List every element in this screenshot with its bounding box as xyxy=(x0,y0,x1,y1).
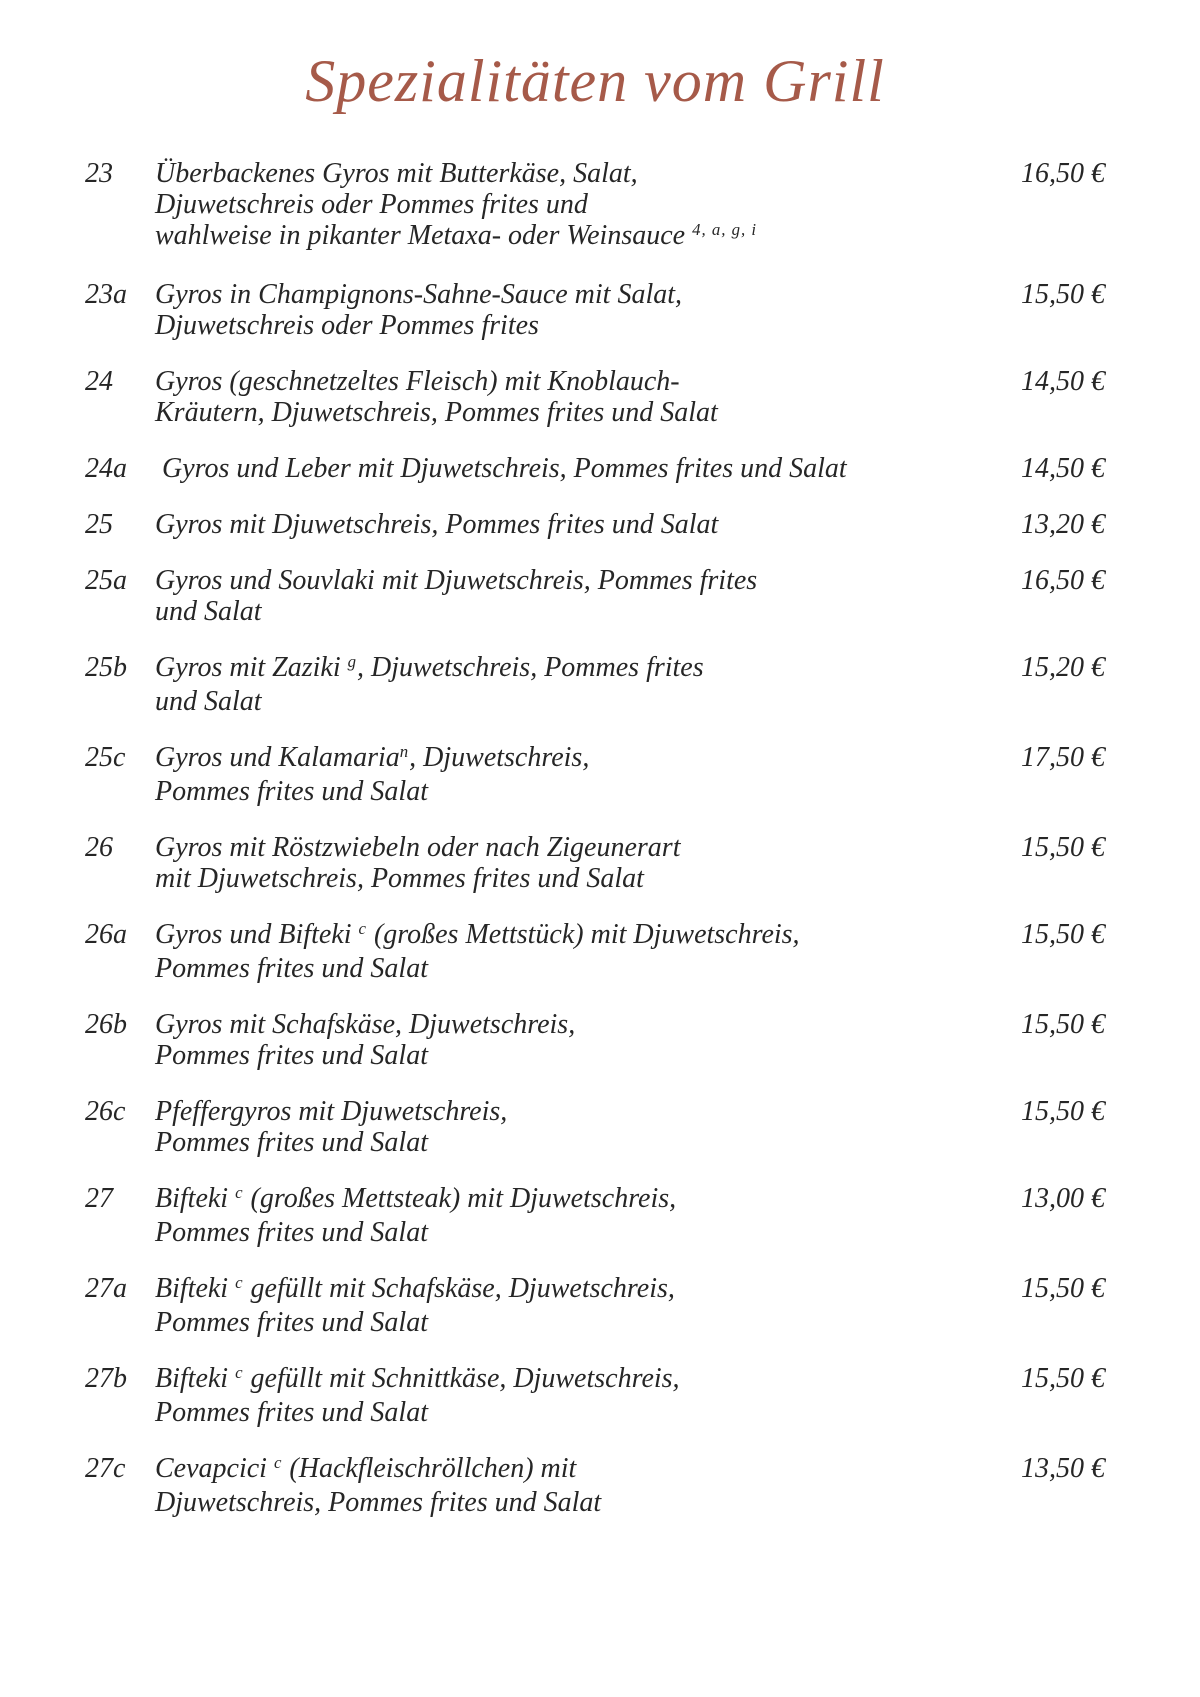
item-line xyxy=(155,279,955,310)
item-text: Pommes frites und Salat xyxy=(155,953,428,984)
item-price: 13,20 € xyxy=(1021,509,1105,540)
item-text: gefüllt mit Schafskäse, Djuwetschreis, xyxy=(243,1273,675,1304)
item-text: , Djuwetschreis, Pommes frites xyxy=(357,652,704,683)
item-line xyxy=(155,310,955,341)
item-description xyxy=(155,1453,975,1518)
item-price: 15,50 € xyxy=(1021,832,1105,863)
item-line xyxy=(155,1307,955,1338)
item-price: 16,50 € xyxy=(1021,565,1105,596)
item-line xyxy=(155,1009,955,1040)
item-line xyxy=(155,919,955,953)
item-text: (Hackfleischröllchen) mit xyxy=(282,1453,577,1484)
item-price: 15,50 € xyxy=(1021,1363,1105,1394)
item-text: Gyros und Souvlaki mit Djuwetschreis, Pommes frites xyxy=(155,565,758,596)
item-line xyxy=(155,1096,955,1127)
item-description xyxy=(155,158,975,254)
menu-item xyxy=(85,158,1105,254)
item-line xyxy=(155,189,955,220)
item-price: 17,50 € xyxy=(1021,742,1105,773)
item-line xyxy=(155,1487,955,1518)
item-description xyxy=(155,279,975,341)
item-line xyxy=(155,832,955,863)
item-text: Gyros mit Djuwetschreis, Pommes frites und Salat xyxy=(155,509,719,540)
item-text: und Salat xyxy=(155,596,262,627)
item-text: Bifteki xyxy=(155,1183,236,1214)
item-text: Pommes frites und Salat xyxy=(155,1040,428,1071)
item-description xyxy=(155,1363,975,1428)
item-text: gefüllt mit Schnittkäse, Djuwetschreis, xyxy=(243,1363,680,1394)
item-text: Gyros (geschnetzeltes Fleisch) mit Knoblauch- xyxy=(155,366,680,397)
item-line xyxy=(155,1127,955,1158)
item-text: Pfeffergyros mit Djuwetschreis, xyxy=(155,1096,508,1127)
item-footnote-mark: n xyxy=(399,741,410,761)
item-text: Gyros mit Schafskäse, Djuwetschreis, xyxy=(155,1009,576,1040)
item-line xyxy=(155,652,955,686)
item-price: 15,20 € xyxy=(1021,652,1105,683)
item-text: Gyros und Bifteki xyxy=(155,919,359,950)
menu-item xyxy=(85,1183,1105,1248)
menu-item xyxy=(85,652,1105,717)
item-line xyxy=(155,686,955,717)
item-text: , Djuwetschreis, xyxy=(409,742,590,773)
item-text: Gyros und Kalamaria xyxy=(155,742,400,773)
item-number: 27b xyxy=(85,1363,127,1394)
item-text: Bifteki xyxy=(155,1273,236,1304)
item-text: Überbackenes Gyros mit Butterkäse, Salat, xyxy=(155,158,638,189)
item-line xyxy=(155,1363,955,1397)
item-text: Cevapcici xyxy=(155,1453,274,1484)
item-number: 27c xyxy=(85,1453,126,1484)
menu-item xyxy=(85,279,1105,341)
item-description xyxy=(155,509,975,540)
page-title: Spezialitäten vom Grill xyxy=(305,48,885,114)
item-number: 23a xyxy=(85,279,127,310)
item-price: 13,00 € xyxy=(1021,1183,1105,1214)
item-price: 13,50 € xyxy=(1021,1453,1105,1484)
item-line xyxy=(155,1397,955,1428)
item-line xyxy=(155,453,955,484)
item-line xyxy=(155,863,955,894)
item-line xyxy=(155,1183,955,1217)
item-number: 26 xyxy=(85,832,113,863)
item-description xyxy=(155,1273,975,1338)
item-number: 24a xyxy=(85,453,127,484)
menu-item xyxy=(85,509,1105,540)
item-number: 27a xyxy=(85,1273,127,1304)
item-number: 27 xyxy=(85,1183,113,1214)
item-text: (großes Mettstück) mit Djuwetschreis, xyxy=(366,919,800,950)
item-line xyxy=(155,397,955,428)
item-description xyxy=(155,1183,975,1248)
item-text: Kräutern, Djuwetschreis, Pommes frites und Salat xyxy=(155,397,718,428)
item-text: Pommes frites und Salat xyxy=(155,1307,428,1338)
item-footnote-mark: c xyxy=(235,1272,244,1292)
menu-item xyxy=(85,1009,1105,1071)
item-description xyxy=(155,832,975,894)
item-number: 24 xyxy=(85,366,113,397)
item-text: Pommes frites und Salat xyxy=(155,1127,428,1158)
menu-item xyxy=(85,1453,1105,1518)
item-line xyxy=(155,1453,955,1487)
item-price: 15,50 € xyxy=(1021,279,1105,310)
item-text: Djuwetschreis oder Pommes frites und xyxy=(155,189,588,220)
item-price: 14,50 € xyxy=(1021,366,1105,397)
item-price: 15,50 € xyxy=(1021,1273,1105,1304)
item-text: Djuwetschreis oder Pommes frites xyxy=(155,310,539,341)
item-price: 15,50 € xyxy=(1021,919,1105,950)
menu-item xyxy=(85,453,1105,484)
item-description xyxy=(155,565,975,627)
item-number: 25 xyxy=(85,509,113,540)
item-number: 25a xyxy=(85,565,127,596)
item-description xyxy=(155,366,975,428)
item-number: 23 xyxy=(85,158,113,189)
item-price: 15,50 € xyxy=(1021,1009,1105,1040)
item-text: mit Djuwetschreis, Pommes frites und Salat xyxy=(155,863,644,894)
item-text: Djuwetschreis, Pommes frites und Salat xyxy=(155,1487,602,1518)
item-text: Pommes frites und Salat xyxy=(155,1217,428,1248)
item-price: 14,50 € xyxy=(1021,453,1105,484)
item-text: wahlweise in pikanter Metaxa- oder Weinsauce xyxy=(155,220,693,251)
item-number: 26b xyxy=(85,1009,127,1040)
item-text: Gyros mit Röstzwiebeln oder nach Zigeunerart xyxy=(155,832,681,863)
menu-item xyxy=(85,565,1105,627)
item-line xyxy=(155,1217,955,1248)
item-line xyxy=(155,220,955,254)
item-description xyxy=(155,652,975,717)
item-line xyxy=(155,953,955,984)
item-text: Pommes frites und Salat xyxy=(155,776,428,807)
item-line xyxy=(155,509,955,540)
item-footnote-mark: g xyxy=(347,651,358,671)
menu-item xyxy=(85,1363,1105,1428)
item-footnote-mark: c xyxy=(358,918,367,938)
item-line xyxy=(155,366,955,397)
item-text: Gyros mit Zaziki xyxy=(155,652,348,683)
item-number: 25c xyxy=(85,742,126,773)
item-number: 25b xyxy=(85,652,127,683)
item-text: und Salat xyxy=(155,686,262,717)
menu-item xyxy=(85,1273,1105,1338)
item-line xyxy=(155,1040,955,1071)
item-footnote-mark: c xyxy=(235,1362,244,1382)
item-line xyxy=(155,158,955,189)
item-text: Pommes frites und Salat xyxy=(155,1397,428,1428)
item-line xyxy=(155,596,955,627)
item-line xyxy=(155,776,955,807)
item-text: Gyros und Leber mit Djuwetschreis, Pommes frites und Salat xyxy=(155,453,847,484)
item-footnote-mark: c xyxy=(273,1452,283,1472)
item-text: Gyros in Champignons-Sahne-Sauce mit Salat, xyxy=(155,279,683,310)
menu-item xyxy=(85,366,1105,428)
item-footnote-mark: 4, a, g, i xyxy=(692,219,758,239)
item-text: (großes Mettsteak) mit Djuwetschreis, xyxy=(243,1183,677,1214)
item-line xyxy=(155,742,955,776)
item-description xyxy=(155,919,975,984)
item-line xyxy=(155,565,955,596)
menu-item xyxy=(85,919,1105,984)
item-number: 26c xyxy=(85,1096,126,1127)
item-footnote-mark: c xyxy=(235,1182,244,1202)
menu-item xyxy=(85,832,1105,894)
menu-item xyxy=(85,1096,1105,1158)
item-line xyxy=(155,1273,955,1307)
item-text: Bifteki xyxy=(155,1363,236,1394)
menu-list xyxy=(85,158,1105,1518)
item-description xyxy=(155,1096,975,1158)
item-description xyxy=(155,453,975,484)
item-description xyxy=(155,1009,975,1071)
item-price: 16,50 € xyxy=(1021,158,1105,189)
item-description xyxy=(155,742,975,807)
menu-item xyxy=(85,742,1105,807)
item-price: 15,50 € xyxy=(1021,1096,1105,1127)
item-number: 26a xyxy=(85,919,127,950)
